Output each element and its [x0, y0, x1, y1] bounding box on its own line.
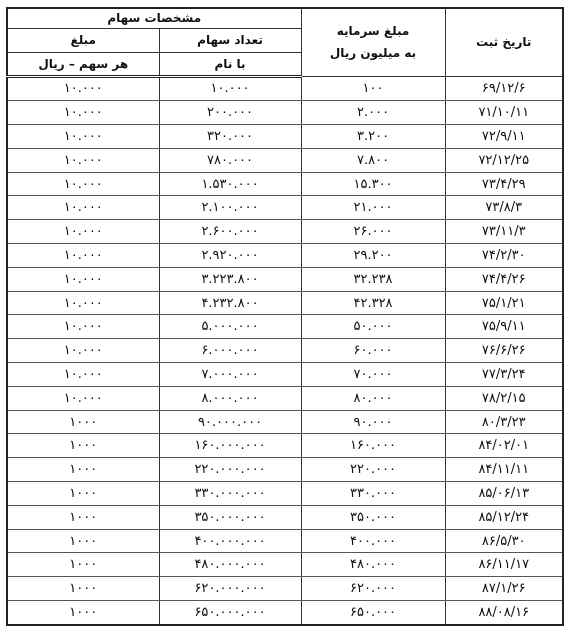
cell-registration-date: ۸۴/۰۲/۰۱	[445, 434, 563, 458]
table-row	[7, 458, 563, 482]
table-row	[7, 76, 563, 101]
table-row	[7, 601, 563, 625]
cell-registration-date: ۷۱/۱۰/۱۱	[445, 101, 563, 125]
cell-capital-amount: ۱۵.۳۰۰	[301, 172, 445, 196]
cell-share-count: ۶۵۰.۰۰۰.۰۰۰	[159, 601, 301, 625]
cell-share-count: ۱.۵۳۰.۰۰۰	[159, 172, 301, 196]
table-row	[7, 529, 563, 553]
cell-registration-date: ۷۳/۸/۳	[445, 196, 563, 220]
cell-registration-date: ۸۵/۱۲/۲۴	[445, 505, 563, 529]
cell-par-value: ۱۰۰۰	[7, 505, 159, 529]
cell-capital-amount: ۲۹.۲۰۰	[301, 244, 445, 268]
cell-share-count: ۱۰.۰۰۰	[159, 76, 301, 101]
table-row	[7, 267, 563, 291]
cell-registration-date: ۸۴/۱۱/۱۱	[445, 458, 563, 482]
table-row	[7, 315, 563, 339]
cell-registration-date: ۷۲/۹/۱۱	[445, 125, 563, 149]
header-par-value: مبلغ	[7, 28, 159, 52]
cell-share-count: ۲.۱۰۰.۰۰۰	[159, 196, 301, 220]
header-share-details-group: مشخصات سهام	[7, 8, 301, 28]
cell-registration-date: ۷۲/۱۲/۲۵	[445, 148, 563, 172]
cell-share-count: ۴۸۰.۰۰۰.۰۰۰	[159, 553, 301, 577]
cell-par-value: ۱۰.۰۰۰	[7, 315, 159, 339]
cell-par-value: ۱۰.۰۰۰	[7, 339, 159, 363]
cell-registration-date: ۸۸/۰۸/۱۶	[445, 601, 563, 625]
cell-par-value: ۱۰.۰۰۰	[7, 363, 159, 387]
cell-share-count: ۸.۰۰۰.۰۰۰	[159, 386, 301, 410]
cell-par-value: ۱۰.۰۰۰	[7, 386, 159, 410]
table-row	[7, 577, 563, 601]
cell-share-count: ۷.۰۰۰.۰۰۰	[159, 363, 301, 387]
capital-history-document	[6, 7, 562, 626]
cell-share-count: ۳.۲۲۳.۸۰۰	[159, 267, 301, 291]
cell-share-count: ۵.۰۰۰.۰۰۰	[159, 315, 301, 339]
cell-capital-amount: ۲۱.۰۰۰	[301, 196, 445, 220]
cell-share-count: ۲.۶۰۰.۰۰۰	[159, 220, 301, 244]
cell-capital-amount: ۴۲.۳۲۸	[301, 291, 445, 315]
cell-capital-amount: ۲.۰۰۰	[301, 101, 445, 125]
table-row	[7, 505, 563, 529]
cell-par-value: ۱۰.۰۰۰	[7, 196, 159, 220]
cell-share-count: ۲.۹۲۰.۰۰۰	[159, 244, 301, 268]
cell-capital-amount: ۷۰.۰۰۰	[301, 363, 445, 387]
cell-par-value: ۱۰۰۰	[7, 410, 159, 434]
cell-capital-amount: ۹۰.۰۰۰	[301, 410, 445, 434]
cell-share-count: ۳۳۰.۰۰۰.۰۰۰	[159, 482, 301, 506]
cell-par-value: ۱۰.۰۰۰	[7, 267, 159, 291]
cell-share-count: ۲۲۰.۰۰۰.۰۰۰	[159, 458, 301, 482]
capital-history-table	[6, 7, 564, 626]
header-share-count: تعداد سهام	[159, 28, 301, 52]
cell-capital-amount: ۱۰۰	[301, 76, 445, 101]
cell-capital-amount: ۱۶۰.۰۰۰	[301, 434, 445, 458]
table-row	[7, 339, 563, 363]
cell-registration-date: ۸۵/۰۶/۱۳	[445, 482, 563, 506]
cell-registration-date: ۷۴/۲/۳۰	[445, 244, 563, 268]
cell-par-value: ۱۰.۰۰۰	[7, 76, 159, 101]
cell-registration-date: ۸۰/۳/۲۳	[445, 410, 563, 434]
table-row	[7, 410, 563, 434]
cell-capital-amount: ۳۵۰.۰۰۰	[301, 505, 445, 529]
header-capital-amount: مبلغ سرمایه به میلیون ریال	[301, 8, 445, 76]
cell-share-count: ۶.۰۰۰.۰۰۰	[159, 339, 301, 363]
header-par-value-sub: هر سهم – ریال	[7, 52, 159, 76]
cell-par-value: ۱۰.۰۰۰	[7, 220, 159, 244]
cell-share-count: ۳۵۰.۰۰۰.۰۰۰	[159, 505, 301, 529]
table-row	[7, 172, 563, 196]
cell-capital-amount: ۳۲.۲۳۸	[301, 267, 445, 291]
cell-par-value: ۱۰.۰۰۰	[7, 172, 159, 196]
cell-capital-amount: ۷.۸۰۰	[301, 148, 445, 172]
table-row	[7, 386, 563, 410]
cell-share-count: ۶۲۰.۰۰۰.۰۰۰	[159, 577, 301, 601]
cell-registration-date: ۶۹/۱۲/۶	[445, 76, 563, 101]
cell-par-value: ۱۰.۰۰۰	[7, 101, 159, 125]
cell-par-value: ۱۰.۰۰۰	[7, 125, 159, 149]
cell-share-count: ۱۶۰.۰۰۰.۰۰۰	[159, 434, 301, 458]
table-row	[7, 220, 563, 244]
cell-capital-amount: ۸۰.۰۰۰	[301, 386, 445, 410]
cell-capital-amount: ۶۲۰.۰۰۰	[301, 577, 445, 601]
cell-par-value: ۱۰۰۰	[7, 553, 159, 577]
cell-par-value: ۱۰۰۰	[7, 577, 159, 601]
cell-share-count: ۲۰۰.۰۰۰	[159, 101, 301, 125]
cell-registration-date: ۷۵/۹/۱۱	[445, 315, 563, 339]
cell-registration-date: ۸۷/۱/۲۶	[445, 577, 563, 601]
cell-capital-amount: ۳۳۰.۰۰۰	[301, 482, 445, 506]
cell-par-value: ۱۰۰۰	[7, 482, 159, 506]
table-row	[7, 125, 563, 149]
cell-capital-amount: ۶۵۰.۰۰۰	[301, 601, 445, 625]
table-row	[7, 363, 563, 387]
cell-registration-date: ۷۴/۴/۲۶	[445, 267, 563, 291]
table-row	[7, 553, 563, 577]
table-row	[7, 482, 563, 506]
cell-par-value: ۱۰.۰۰۰	[7, 244, 159, 268]
table-row	[7, 101, 563, 125]
cell-par-value: ۱۰۰۰	[7, 458, 159, 482]
table-row	[7, 196, 563, 220]
table-row	[7, 148, 563, 172]
cell-registration-date: ۷۸/۲/۱۵	[445, 386, 563, 410]
cell-share-count: ۳۲۰.۰۰۰	[159, 125, 301, 149]
cell-registration-date: ۷۳/۱۱/۳	[445, 220, 563, 244]
cell-registration-date: ۷۶/۶/۲۶	[445, 339, 563, 363]
table-row	[7, 434, 563, 458]
header-share-count-sub: با نام	[159, 52, 301, 76]
cell-share-count: ۹۰.۰۰۰.۰۰۰	[159, 410, 301, 434]
cell-par-value: ۱۰۰۰	[7, 434, 159, 458]
cell-capital-amount: ۴۸۰.۰۰۰	[301, 553, 445, 577]
header-registration-date: تاریخ ثبت	[445, 8, 563, 76]
cell-registration-date: ۷۵/۱/۲۱	[445, 291, 563, 315]
table-body	[7, 76, 563, 625]
cell-par-value: ۱۰۰۰	[7, 529, 159, 553]
cell-capital-amount: ۲۶.۰۰۰	[301, 220, 445, 244]
cell-par-value: ۱۰۰۰	[7, 601, 159, 625]
cell-capital-amount: ۳.۲۰۰	[301, 125, 445, 149]
cell-capital-amount: ۵۰.۰۰۰	[301, 315, 445, 339]
cell-capital-amount: ۶۰.۰۰۰	[301, 339, 445, 363]
cell-share-count: ۷۸۰.۰۰۰	[159, 148, 301, 172]
cell-registration-date: ۸۶/۵/۳۰	[445, 529, 563, 553]
cell-registration-date: ۸۶/۱۱/۱۷	[445, 553, 563, 577]
cell-registration-date: ۷۳/۴/۲۹	[445, 172, 563, 196]
table-row	[7, 291, 563, 315]
cell-capital-amount: ۴۰۰.۰۰۰	[301, 529, 445, 553]
cell-registration-date: ۷۷/۳/۲۴	[445, 363, 563, 387]
cell-par-value: ۱۰.۰۰۰	[7, 148, 159, 172]
cell-share-count: ۴.۲۳۲.۸۰۰	[159, 291, 301, 315]
cell-par-value: ۱۰.۰۰۰	[7, 291, 159, 315]
table-row	[7, 244, 563, 268]
cell-capital-amount: ۲۲۰.۰۰۰	[301, 458, 445, 482]
cell-share-count: ۴۰۰.۰۰۰.۰۰۰	[159, 529, 301, 553]
